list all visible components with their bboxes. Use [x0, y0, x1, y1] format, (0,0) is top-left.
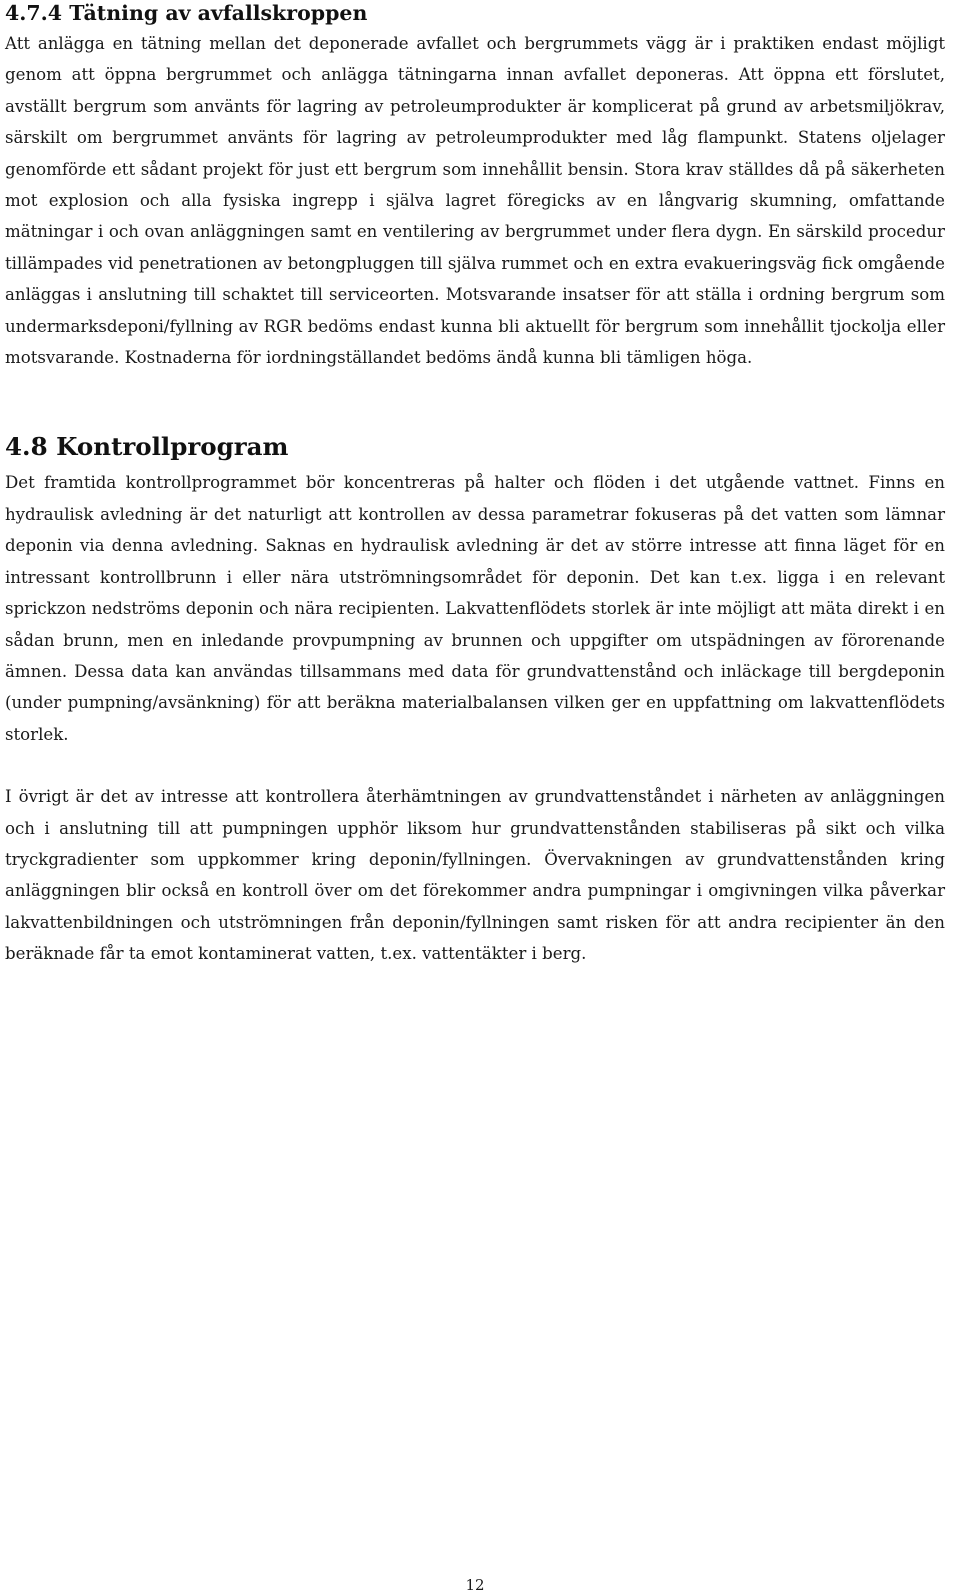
paragraph-tatning: Att anlägga en tätning mellan det deponerade avfallet och bergrummets vägg är i praktiken endast möjligt genom att öppna bergrummet och anlägga tätningarna innan avfallet deponeras. Att öppna ett förslutet, avställt bergrum som använts för lagring av petroleumprodukter är komplicerat på grund av arbetsmiljökrav, särskilt om bergrummet använts för lagring av petroleumprodukter med låg flampunkt. Statens oljelager genomförde ett sådant projekt för just ett bergrum som innehållit bensin. Stora krav ställdes då på säkerheten mot explosion och alla fysiska ingrepp i själva lagret föregicks av en långvarig skumning, omfattande mätningar i och ovan anläggningen samt en ventilering av bergrummet under flera dygn. En särskild procedur tillämpades vid penetrationen av betongpluggen till själva rummet och en extra evakueringsväg fick omgående anläggas i anslutning till schaktet till serviceorten. Motsvarande insatser för att ställa i ordning bergrum som undermarksdeponi/fyllning av RGR bedöms endast kunna bli aktuellt för bergrum som innehållit tjockolja eller motsvarande. Kostnaderna för iordningställandet bedöms ändå kunna bli tämligen höga. — [5, 34, 945, 368]
paragraph-kontrollprogram-2: I övrigt är det av intresse att kontrollera återhämtningen av grundvattenståndet i närheten av anläggningen och i anslutning till att pumpningen upphör liksom hur grundvattenstånden stabiliseras på sikt och vilka tryckgradienter som uppkommer kring deponin/fyllningen. Övervakningen av grundvattenstånden kring anläggningen blir också en kontroll över om det förekommer andra pumpningar i omgivningen vilka påverkar lakvattenbildningen och utströmningen från deponin/fyllningen samt risken för att andra recipienter än den beräknade får ta emot kontaminerat vatten, t.ex. vattentäkter i berg. — [5, 787, 945, 964]
page-number: 12 — [465, 1576, 485, 1594]
page-content — [5, 0, 945, 970]
paragraph-kontrollprogram-1: Det framtida kontrollprogrammet bör koncentreras på halter och flöden i det utgående vattnet. Finns en hydraulisk avledning är det naturligt att kontrollen av dessa parametrar fokuseras på det vatten som lämnar deponin via denna avledning. Saknas en hydraulisk avledning är det av större intresse att finna läget för en intressant kontrollbrunn i eller nära utströmningsområdet för deponin. Det kan t.ex. ligga i en relevant sprickzon nedströms deponin och nära recipienten. Lakvattenflödets storlek är inte möjligt att mäta direkt i en sådan brunn, men en inledande provpumpning av brunnen och uppgifter om utspädningen av förorenande ämnen. Dessa data kan användas tillsammans med data för grundvattenstånd och inläckage till bergdeponin (under pumpning/avsänkning) för att beräkna materialbalansen vilken ger en uppfattning om lakvattenflödets storlek. — [5, 473, 945, 744]
section-heading-4-8: 4.8 Kontrollprogram — [5, 432, 289, 462]
section-heading-4-7-4: 4.7.4 Tätning av avfallskroppen — [5, 1, 368, 25]
